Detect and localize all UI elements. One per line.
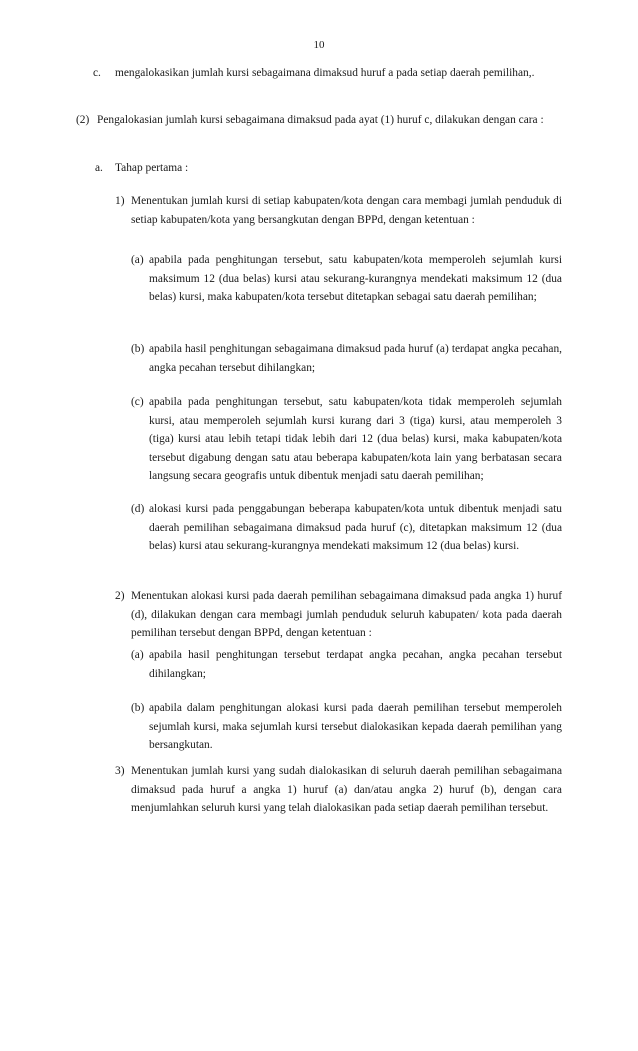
item-marker: (a) [131,254,144,266]
sub-item-1d [131,500,562,556]
sub-item-2b [131,699,562,755]
item-text: apabila pada penghitungan tersebut, satu kabupaten/kota tidak memperoleh sejumlah kursi, atau memperoleh sejumlah kursi kurang dari 3 (tiga) kursi, atau memperoleh 3 (tiga) kursi atau lebih tetapi tidak lebih dari 12 (dua belas) kursi, maka kabupaten/kota tersebut digabung dengan satu atau beberapa kabupaten/kota lain yang berbatasan secara langsung secara geografis untuk dibentuk menjadi satu daerah pemilihan; [149,396,562,482]
item-marker: c. [93,67,101,79]
list-item-2 [115,587,562,643]
item-text: Tahap pertama : [115,162,189,174]
sub-item-2a [131,646,562,683]
sub-item-1a [131,251,562,307]
item-text: apabila hasil penghitungan sebagaimana dimaksud pada huruf (a) terdapat angka pecahan, angka pecahan tersebut dihilangkan; [149,343,562,374]
sub-item-1c [131,393,562,486]
paragraph-2 [76,111,562,130]
item-text: apabila pada penghitungan tersebut, satu kabupaten/kota memperoleh sejumlah kursi maksimum 12 (dua belas) kursi atau sekurang-kurangnya mendekati maksimum 12 (dua belas) kursi, maka kabupaten/kota tersebut ditetapkan sebagai satu daerah pemilihan; [149,254,562,303]
sub-item-1b [131,340,562,377]
item-marker: (c) [131,396,144,408]
list-item-1 [115,192,562,229]
item-text: Menentukan jumlah kursi yang sudah dialokasikan di seluruh daerah pemilihan sebagaimana dimaksud pada huruf a angka 1) huruf (a) dan/atau angka 2) huruf (b), dengan cara menjumlahkan seluruh kursi yang telah dialokasikan pada setiap daerah pemilihan tersebut. [131,765,562,814]
item-text: Menentukan jumlah kursi di setiap kabupaten/kota dengan cara membagi jumlah penduduk di setiap kabupaten/kota yang bersangkutan dengan BPPd, dengan ketentuan : [131,195,562,226]
item-text: mengalokasikan jumlah kursi sebagaimana dimaksud huruf a pada setiap daerah pemilihan,. [115,67,535,79]
item-marker: 1) [115,195,125,207]
item-marker: (a) [131,649,144,661]
list-item-a [95,159,562,178]
item-text: apabila dalam penghitungan alokasi kursi pada daerah pemilihan tersebut memperoleh sejumlah kursi, maka sejumlah kursi tersebut dialokasikan kepada daerah pemilihan yang bersangkutan. [149,702,562,751]
item-marker: (b) [131,343,145,355]
item-marker: 3) [115,765,125,777]
item-marker: 2) [115,590,125,602]
item-marker: a. [95,162,103,174]
item-marker: (d) [131,503,145,515]
item-text: apabila hasil penghitungan tersebut terdapat angka pecahan, angka pecahan tersebut dihilangkan; [149,649,562,680]
item-marker: (b) [131,702,145,714]
item-text: Pengalokasian jumlah kursi sebagaimana dimaksud pada ayat (1) huruf c, dilakukan dengan cara : [97,114,544,126]
list-item-3 [115,762,562,818]
page-number: 10 [313,39,325,51]
item-text: alokasi kursi pada penggabungan beberapa kabupaten/kota untuk dibentuk menjadi satu daerah pemilihan sebagaimana dimaksud pada huruf (c), ditetapkan maksimum 12 (dua belas) kursi atau sekurang-kurangnya mendekati maksimum 12 (dua belas) kursi. [149,503,562,552]
item-marker: (2) [76,114,90,126]
item-text: Menentukan alokasi kursi pada daerah pemilihan sebagaimana dimaksud pada angka 1) huruf (d), dilakukan dengan cara membagi jumlah penduduk seluruh kabupaten/ kota pada daerah pemilihan tersebut dengan BPPd, dengan ketentuan : [131,590,562,639]
list-item-c [93,64,562,83]
